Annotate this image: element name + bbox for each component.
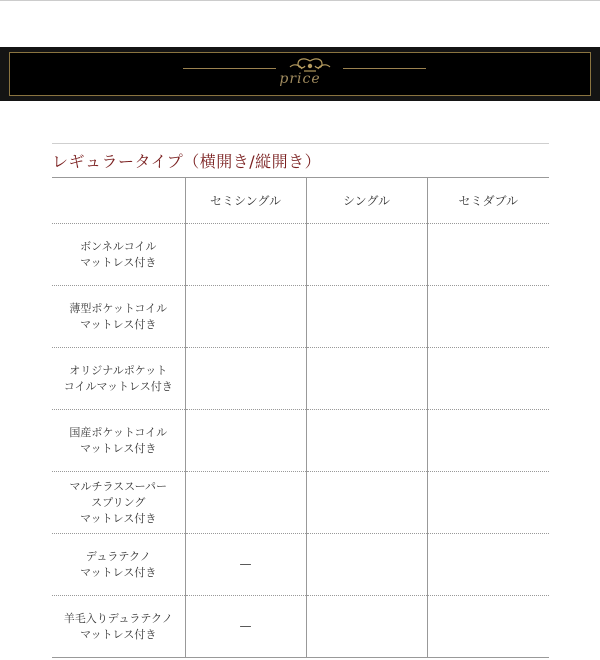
table-row — [52, 472, 549, 534]
section-title: レギュラータイプ（横開き/縦開き） — [52, 152, 322, 171]
table-row — [52, 348, 549, 410]
price-cell — [427, 348, 549, 410]
row-label: 国産ポケットコイル マットレス付き — [52, 410, 185, 472]
row-label: オリジナルポケット コイルマットレス付き — [52, 348, 185, 410]
price-cell — [427, 534, 549, 596]
row-label: ボンネルコイル マットレス付き — [52, 224, 185, 286]
column-header: セミシングル — [185, 178, 306, 224]
row-label: デュラテクノ マットレス付き — [52, 534, 185, 596]
banner-rule-right — [343, 68, 426, 69]
table-row — [52, 534, 549, 596]
row-label: マルチラススーパー スプリング マットレス付き — [52, 472, 185, 534]
price-value: — — [239, 557, 252, 571]
row-label: 薄型ポケットコイル マットレス付き — [52, 286, 185, 348]
price-cell — [306, 224, 427, 286]
table-row — [52, 596, 549, 658]
header-blank-cell — [52, 178, 185, 224]
top-divider — [0, 0, 600, 1]
price-banner — [0, 47, 600, 101]
banner-frame — [9, 52, 591, 96]
price-cell — [185, 472, 306, 534]
price-cell — [427, 224, 549, 286]
column-header: セミダブル — [427, 178, 549, 224]
row-label: 羊毛入りデュラテクノ マットレス付き — [52, 596, 185, 658]
price-cell — [306, 410, 427, 472]
price-cell — [185, 596, 306, 658]
banner-rule-left — [183, 68, 276, 69]
column-header: シングル — [306, 178, 427, 224]
price-cell — [427, 410, 549, 472]
price-cell — [306, 534, 427, 596]
price-cell — [185, 224, 306, 286]
price-cell — [185, 534, 306, 596]
banner-title: price — [279, 71, 321, 87]
price-value: — — [239, 619, 252, 633]
price-cell — [185, 286, 306, 348]
section-divider — [52, 143, 549, 144]
price-cell — [427, 286, 549, 348]
price-cell — [185, 348, 306, 410]
table-row — [52, 410, 549, 472]
price-cell — [306, 596, 427, 658]
table-row — [52, 224, 549, 286]
table-row — [52, 286, 549, 348]
price-cell — [306, 348, 427, 410]
price-cell — [427, 472, 549, 534]
price-table — [52, 177, 549, 658]
table-header-row — [52, 178, 549, 224]
price-cell — [306, 472, 427, 534]
price-cell — [427, 596, 549, 658]
price-cell — [306, 286, 427, 348]
price-cell — [185, 410, 306, 472]
